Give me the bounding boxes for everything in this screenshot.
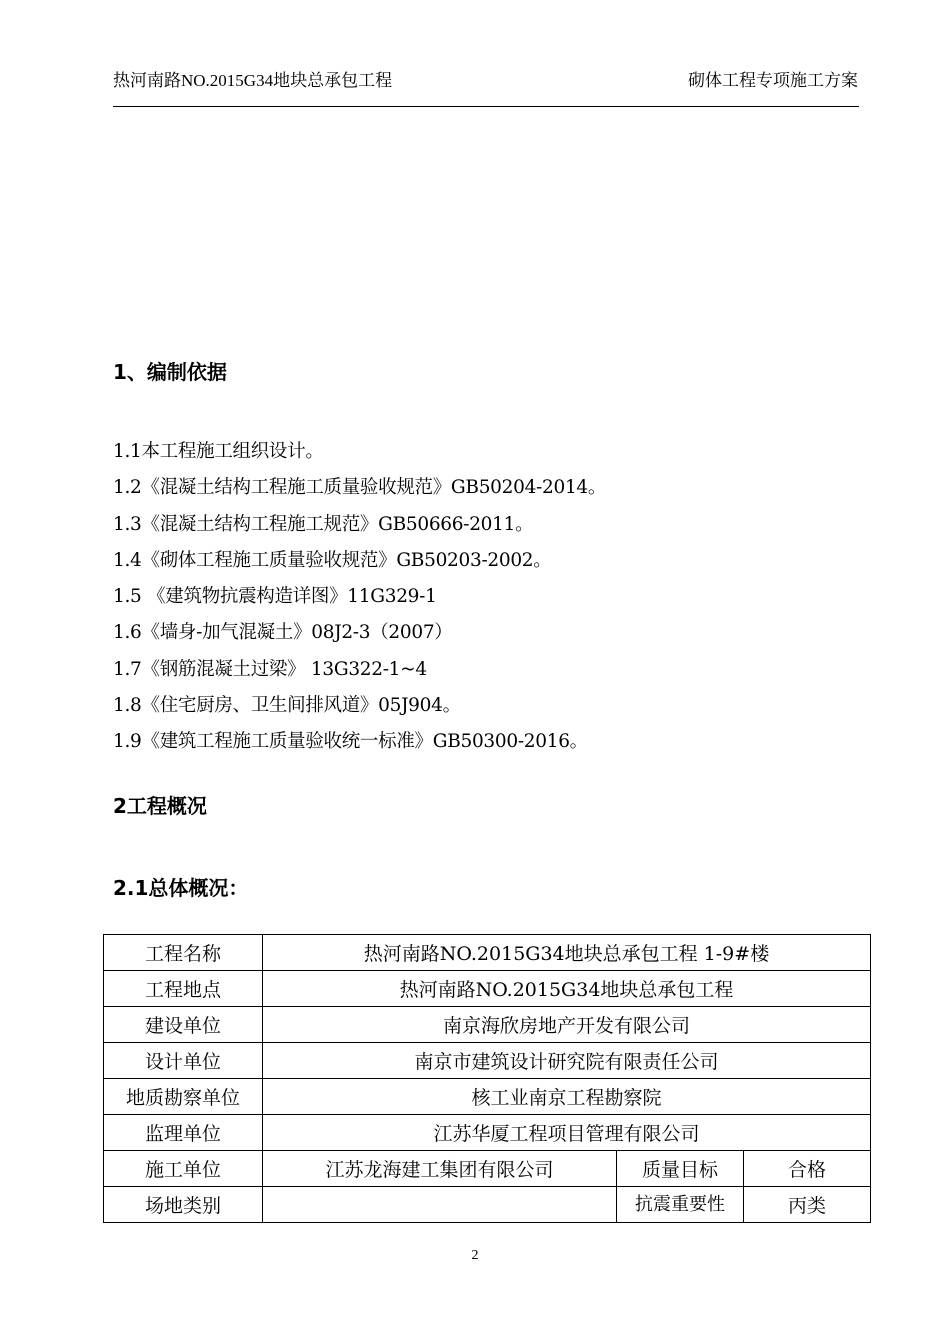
row-label: 工程名称 bbox=[104, 935, 263, 971]
row-value-secondary: 丙类 bbox=[744, 1187, 871, 1223]
row-label-secondary: 质量目标 bbox=[617, 1151, 744, 1187]
table-row bbox=[104, 971, 871, 1007]
row-value: 热河南路NO.2015G34地块总承包工程 1-9#楼 bbox=[263, 935, 871, 971]
row-label: 监理单位 bbox=[104, 1115, 263, 1151]
row-value: 核工业南京工程勘察院 bbox=[263, 1079, 871, 1115]
row-value bbox=[263, 1187, 617, 1223]
row-value: 江苏龙海建工集团有限公司 bbox=[263, 1151, 617, 1187]
project-overview-table bbox=[103, 934, 871, 1223]
row-label: 设计单位 bbox=[104, 1043, 263, 1079]
section-1-heading: 1、编制依据 bbox=[113, 360, 227, 384]
reference-item: 1.9《建筑工程施工质量验收统一标准》GB50300-2016。 bbox=[113, 731, 588, 753]
table-row bbox=[104, 1079, 871, 1115]
table-row bbox=[104, 1187, 871, 1223]
reference-list bbox=[113, 434, 606, 761]
row-label: 地质勘察单位 bbox=[104, 1079, 263, 1115]
table-row bbox=[104, 1151, 871, 1187]
row-label: 施工单位 bbox=[104, 1151, 263, 1187]
row-value-secondary: 合格 bbox=[744, 1151, 871, 1187]
table-row bbox=[104, 1043, 871, 1079]
section-2-heading: 2工程概况 bbox=[113, 794, 207, 818]
row-label: 场地类别 bbox=[104, 1187, 263, 1223]
reference-item: 1.2《混凝土结构工程施工质量验收规范》GB50204-2014。 bbox=[113, 477, 607, 499]
table-row bbox=[104, 935, 871, 971]
reference-item: 1.1本工程施工组织设计。 bbox=[113, 441, 324, 462]
row-value: 南京市建筑设计研究院有限责任公司 bbox=[263, 1043, 871, 1079]
page-number: 2 bbox=[471, 1248, 479, 1263]
header-divider bbox=[113, 106, 859, 107]
reference-item: 1.8《住宅厨房、卫生间排风道》05J904。 bbox=[113, 695, 461, 717]
row-label: 建设单位 bbox=[104, 1007, 263, 1043]
reference-item: 1.7《钢筋混凝土过梁》 13G322-1~4 bbox=[113, 658, 427, 680]
row-label: 工程地点 bbox=[104, 971, 263, 1007]
header-project-name: 热河南路NO.2015G34地块总承包工程 bbox=[113, 71, 393, 90]
section-2-1-heading: 2.1总体概况： bbox=[113, 876, 249, 900]
row-value: 热河南路NO.2015G34地块总承包工程 bbox=[263, 971, 871, 1007]
row-label-secondary: 抗震重要性 bbox=[617, 1187, 744, 1223]
row-value: 南京海欣房地产开发有限公司 bbox=[263, 1007, 871, 1043]
reference-item: 1.5 《建筑物抗震构造详图》11G329-1 bbox=[113, 586, 437, 608]
header-document-title: 砌体工程专项施工方案 bbox=[688, 71, 858, 90]
reference-item: 1.6《墙身-加气混凝土》08J2-3（2007） bbox=[113, 622, 453, 644]
reference-item: 1.3《混凝土结构工程施工规范》GB50666-2011。 bbox=[113, 513, 534, 535]
table-row bbox=[104, 1115, 871, 1151]
reference-item: 1.4《砌体工程施工质量验收规范》GB50203-2002。 bbox=[113, 549, 552, 571]
table-row bbox=[104, 1007, 871, 1043]
row-value: 江苏华厦工程项目管理有限公司 bbox=[263, 1115, 871, 1151]
